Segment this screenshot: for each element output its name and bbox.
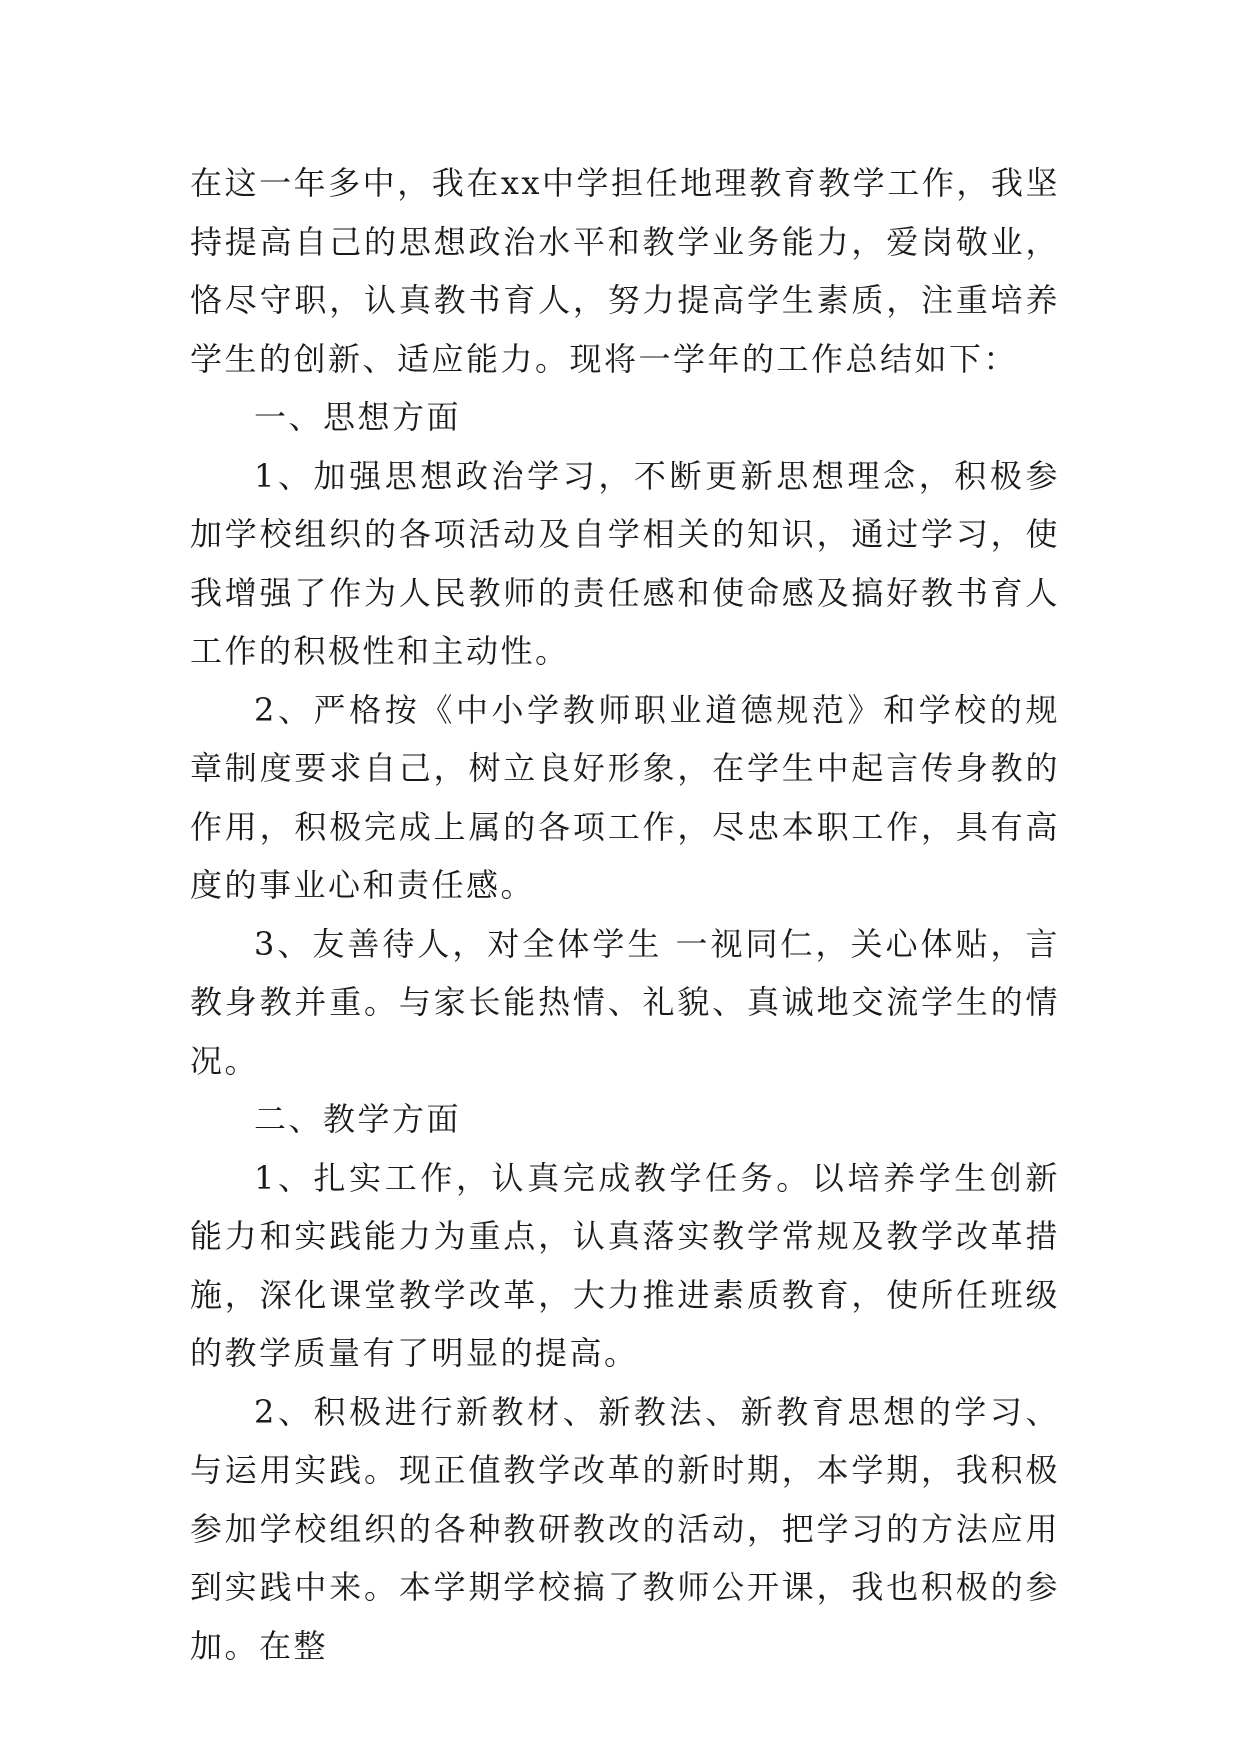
paragraph-thought-3: 3、友善待人，对全体学生 一视同仁，关心体贴，言教身教并重。与家长能热情、礼貌、真诚地交流学生的情况。 bbox=[190, 924, 1060, 1080]
document-body bbox=[190, 154, 1060, 1675]
paragraph-teaching-1: 1、扎实工作，认真完成教学任务。以培养学生创新能力和实践能力为重点，认真落实教学常规及教学改革措施，深化课堂教学改革，大力推进素质教育，使所任班级的教学质量有了明显的提高。 bbox=[190, 1158, 1060, 1372]
paragraph-teaching-2: 2、积极进行新教材、新教法、新教育思想的学习、与运用实践。现正值教学改革的新时期，本学期，我积极参加学校组织的各种教研教改的活动，把学习的方法应用到实践中来。本学期学校搞了教师公开课，我也积极的参加。在整 bbox=[190, 1392, 1060, 1665]
section-heading-thought: 一、思想方面 bbox=[254, 398, 462, 436]
paragraph-thought-1: 1、加强思想政治学习，不断更新思想理念，积极参加学校组织的各项活动及自学相关的知识，通过学习，使我增强了作为人民教师的责任感和使命感及搞好教书育人工作的积极性和主动性。 bbox=[190, 456, 1060, 670]
section-heading-teaching: 二、教学方面 bbox=[254, 1100, 462, 1138]
paragraph-thought-2: 2、严格按《中小学教师职业道德规范》和学校的规章制度要求自己，树立良好形象，在学生中起言传身教的作用，积极完成上属的各项工作，尽忠本职工作，具有高度的事业心和责任感。 bbox=[190, 690, 1060, 904]
intro-paragraph: 在这一年多中，我在xx中学担任地理教育教学工作，我坚持提高自己的思想政治水平和教学业务能力，爱岗敬业，恪尽守职，认真教书育人，努力提高学生素质，注重培养学生的创新、适应能力。现将一学年的工作总结如下： bbox=[190, 164, 1060, 378]
